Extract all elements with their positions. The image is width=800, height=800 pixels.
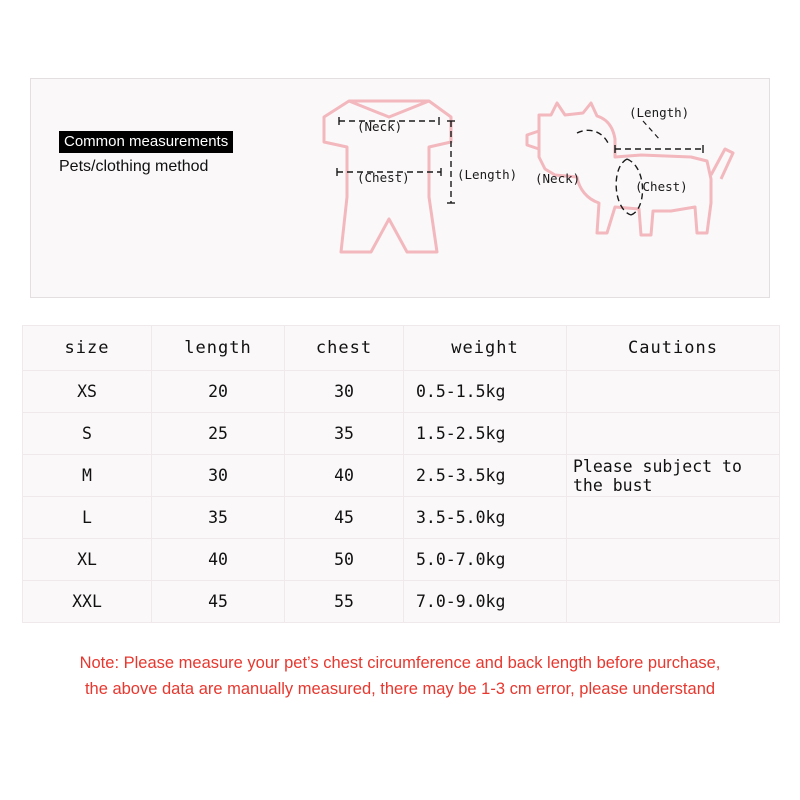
diagram-label-block — [59, 131, 274, 176]
cell-length: 25 — [152, 413, 285, 455]
pets-clothing-method-label: Pets/clothing method — [59, 158, 209, 175]
table-row — [23, 497, 780, 539]
dog-diagram-icon — [511, 83, 741, 293]
cell-size: M — [23, 455, 152, 497]
cell-weight: 3.5-5.0kg — [404, 497, 567, 539]
table-row — [23, 581, 780, 623]
cell-size: L — [23, 497, 152, 539]
cell-size: S — [23, 413, 152, 455]
cell-weight: 1.5-2.5kg — [404, 413, 567, 455]
note-line-1: Note: Please measure your pet’s chest circumference and back length before purchase, — [79, 654, 721, 672]
cell-size: XXL — [23, 581, 152, 623]
cell-chest: 55 — [285, 581, 404, 623]
header-cautions: Cautions — [567, 326, 780, 371]
shirt-chest-label: (Chest) — [357, 170, 410, 185]
table-header-row — [23, 326, 780, 371]
cell-weight: 0.5-1.5kg — [404, 371, 567, 413]
dog-neck-label: (Neck) — [535, 171, 581, 186]
shirt-neck-label: (Neck) — [357, 119, 403, 134]
shirt-length-label: (Length) — [457, 167, 518, 182]
table-body — [23, 371, 780, 623]
dog-chest-label: (Chest) — [635, 179, 688, 194]
cell-length: 30 — [152, 455, 285, 497]
size-table — [22, 325, 780, 623]
table-header — [23, 326, 780, 371]
note-line-2: the above data are manually measured, there may be 1-3 cm error, please understand — [84, 680, 716, 698]
table-row — [23, 455, 780, 497]
cell-size: XL — [23, 539, 152, 581]
cell-chest: 50 — [285, 539, 404, 581]
header-size: size — [23, 326, 152, 371]
measurement-note — [0, 650, 800, 702]
cell-weight: 7.0-9.0kg — [404, 581, 567, 623]
shirt-diagram-icon — [279, 87, 519, 287]
table-row — [23, 413, 780, 455]
cell-caution — [567, 581, 780, 623]
cell-chest: 30 — [285, 371, 404, 413]
cell-chest: 35 — [285, 413, 404, 455]
table-row — [23, 371, 780, 413]
cell-chest: 40 — [285, 455, 404, 497]
cell-size: XS — [23, 371, 152, 413]
size-table-wrapper — [22, 325, 780, 623]
measurement-diagram-panel — [30, 78, 770, 298]
cell-weight: 5.0-7.0kg — [404, 539, 567, 581]
cell-weight: 2.5-3.5kg — [404, 455, 567, 497]
common-measurements-badge: Common measurements — [59, 131, 233, 153]
cell-caution — [567, 413, 780, 455]
header-chest: chest — [285, 326, 404, 371]
cell-length: 35 — [152, 497, 285, 539]
table-row — [23, 539, 780, 581]
cell-chest: 45 — [285, 497, 404, 539]
cell-caution: Please subject to the bust — [567, 455, 780, 497]
header-weight: weight — [404, 326, 567, 371]
header-length: length — [152, 326, 285, 371]
cell-length: 20 — [152, 371, 285, 413]
cell-length: 40 — [152, 539, 285, 581]
cell-caution — [567, 497, 780, 539]
cell-caution — [567, 371, 780, 413]
cell-length: 45 — [152, 581, 285, 623]
cell-caution — [567, 539, 780, 581]
dog-length-label: (Length) — [629, 105, 690, 120]
